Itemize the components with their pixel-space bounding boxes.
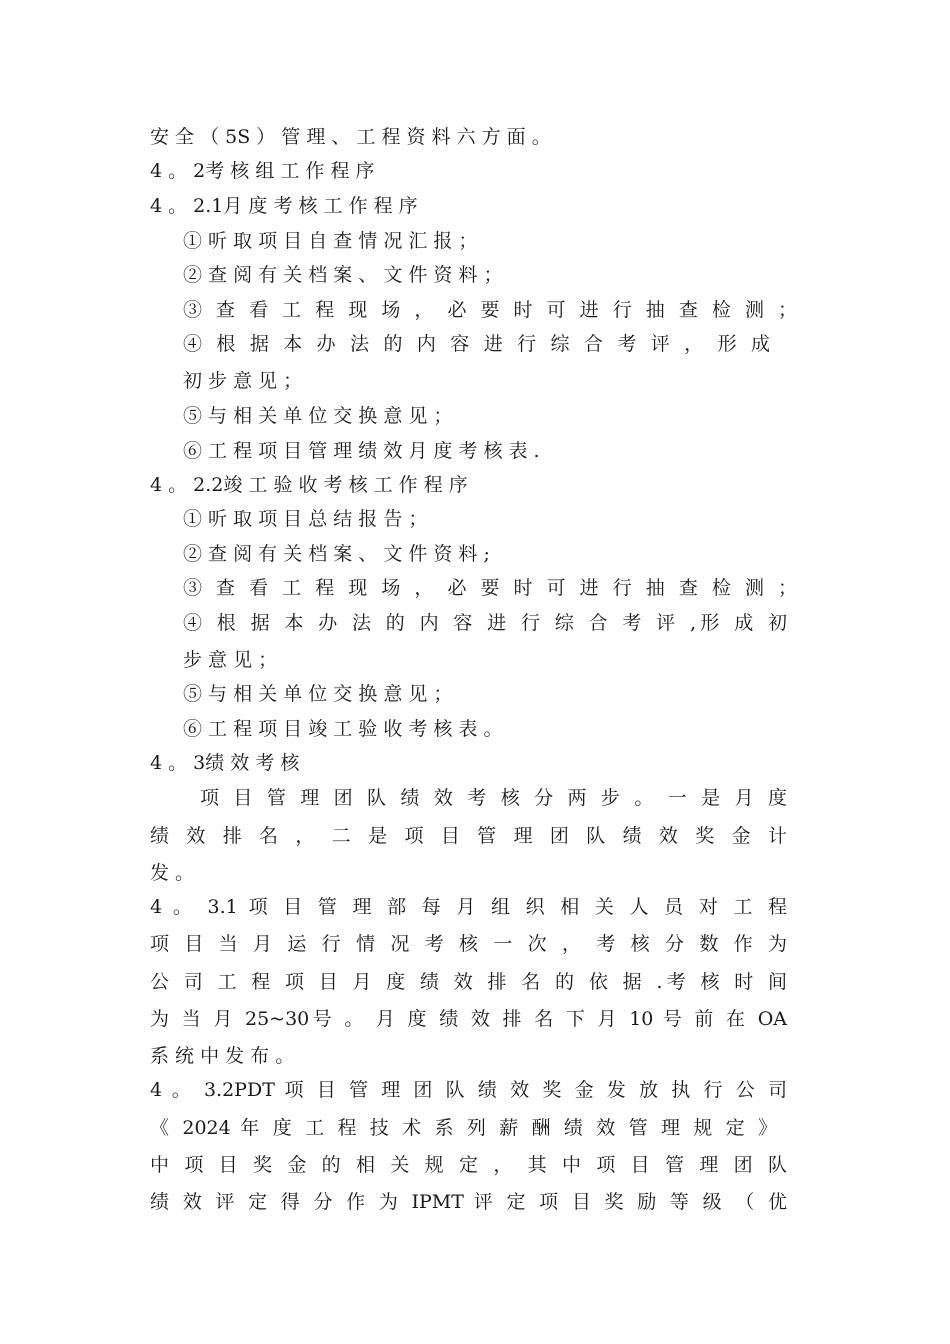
- paragraph-line: 绩 效 排 名 ， 二 是 项 目 管 理 团 队 绩 效 奖 金 计: [150, 825, 787, 847]
- paragraph-line: 绩 效 评 定 得 分 作 为 IPMT 评 定 项 目 奖 励 等 级 （ 优: [150, 1191, 787, 1213]
- list-item: ① 听 取 项 目 总 结 报 告 ；: [183, 508, 428, 530]
- paragraph-line: 《 2024 年 度 工 程 技 术 系 列 薪 酬 绩 效 管 理 规 定 》: [150, 1117, 777, 1139]
- list-item: ⑤ 与 相 关 单 位 交 换 意 见 ；: [183, 683, 453, 705]
- list-item-continuation: 步 意 见 ；: [183, 649, 278, 671]
- paragraph-line: 中 项 目 奖 金 的 相 关 规 定 ， 其 中 项 目 管 理 团 队: [150, 1154, 787, 1176]
- list-item: ④ 根 据 本 办 法 的 内 容 进 行 综 合 考 评 ,形 成 初: [183, 612, 787, 634]
- list-item-continuation: 初 步 意 见 ；: [183, 370, 303, 392]
- list-item: ① 听 取 项 目 自 查 情 况 汇 报 ；: [183, 230, 478, 252]
- paragraph-line: 发 。: [150, 862, 195, 884]
- paragraph-line: 项 目 当 月 运 行 情 况 考 核 一 次 ， 考 核 分 数 作 为: [150, 933, 787, 955]
- paragraph-line: 项 目 管 理 团 队 绩 效 考 核 分 两 步 。 一 是 月 度: [200, 787, 787, 809]
- paragraph-line: 公 司 工 程 项 目 月 度 绩 效 排 名 的 依 据 .考 核 时 间: [150, 971, 787, 993]
- section-heading-4-2-1: 4 。 2.1月 度 考 核 工 作 程 序: [150, 195, 418, 217]
- list-item: ③ 查 看 工 程 现 场 ， 必 要 时 可 进 行 抽 查 检 测 ；: [183, 577, 797, 599]
- section-heading-4-2: 4 。 2考 核 组 工 作 程 序: [150, 160, 375, 182]
- section-heading-4-3: 4 。 3绩 效 考 核: [150, 752, 300, 774]
- section-heading-4-2-2: 4 。 2.2竣 工 验 收 考 核 工 作 程 序: [150, 474, 468, 496]
- list-item: ⑥ 工 程 项 目 管 理 绩 效 月 度 考 核 表 .: [183, 440, 540, 462]
- text-line-1: 安 全 （ 5S ） 管 理 、 工 程 资 料 六 方 面 。: [150, 126, 551, 148]
- paragraph-line: 系 统 中 发 布 。: [150, 1045, 295, 1067]
- list-item: ③ 查 看 工 程 现 场 ， 必 要 时 可 进 行 抽 查 检 测 ；: [183, 299, 797, 321]
- list-item: ② 查 阅 有 关 档 案 、 文 件 资 料 ;: [183, 543, 490, 565]
- list-item: ② 查 阅 有 关 档 案 、 文 件 资 料 ；: [183, 264, 503, 286]
- list-item: ⑥ 工 程 项 目 竣 工 验 收 考 核 表 。: [183, 718, 503, 740]
- paragraph-line: 4 。 3.2PDT 项 目 管 理 团 队 绩 效 奖 金 发 放 执 行 公 司: [150, 1079, 787, 1101]
- paragraph-line: 4 。 3.1 项 目 管 理 部 每 月 组 织 相 关 人 员 对 工 程: [150, 896, 787, 918]
- list-item: ⑤ 与 相 关 单 位 交 换 意 见 ；: [183, 405, 453, 427]
- list-item: ④ 根 据 本 办 法 的 内 容 进 行 综 合 考 评 ， 形 成: [183, 333, 770, 355]
- paragraph-line: 为 当 月 25~30号 。 月 度 绩 效 排 名 下 月 10 号 前 在 OA: [150, 1008, 787, 1030]
